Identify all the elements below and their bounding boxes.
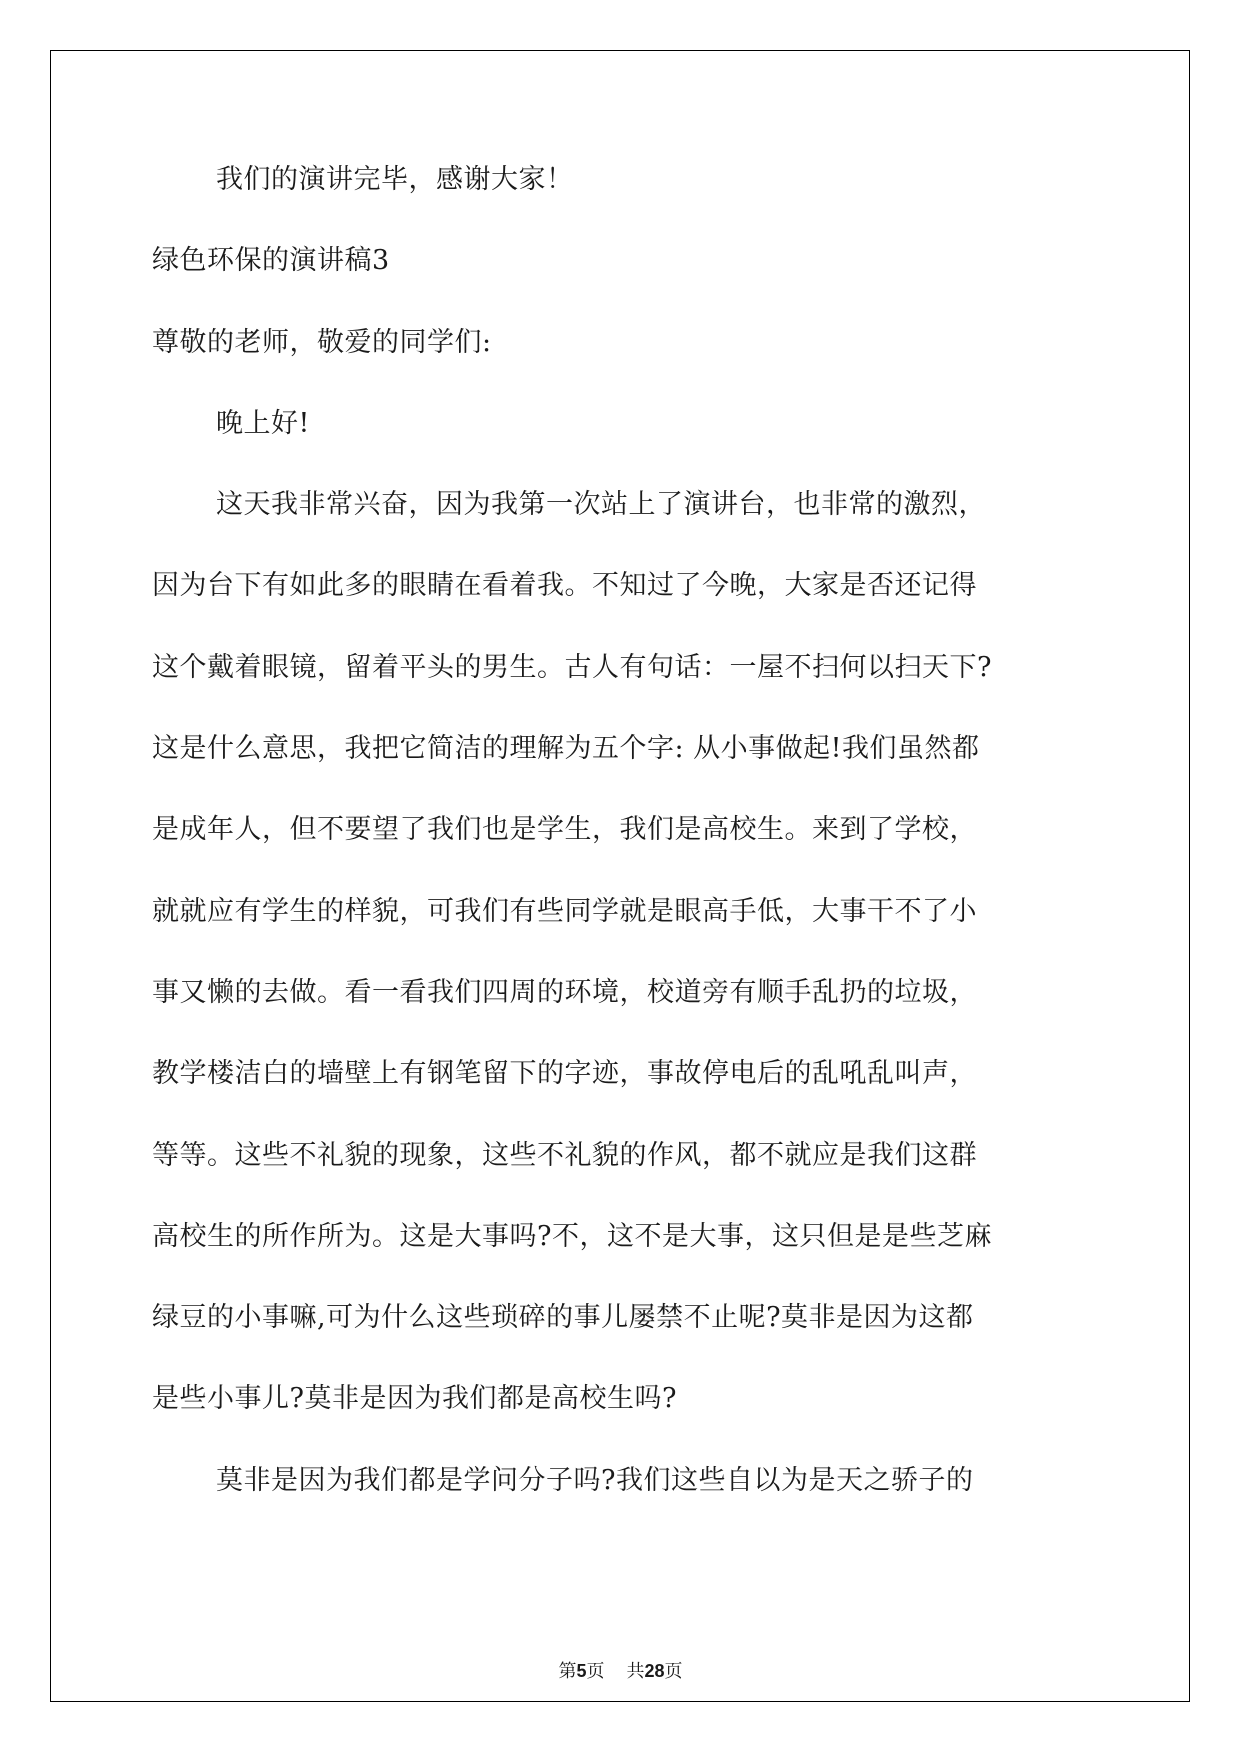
text-line: 高校生的所作所为。这是大事吗?不，这不是大事，这只但是是些芝麻: [152, 1220, 992, 1252]
text-line: 尊敬的老师，敬爱的同学们:: [152, 326, 492, 358]
text-line: 晚上好!: [216, 407, 310, 439]
text-line: 就就应有学生的样貌，可我们有些同学就是眼高手低，大事干不了小: [152, 895, 977, 927]
text-line: 事又懒的去做。看一看我们四周的环境，校道旁有顺手乱扔的垃圾，: [152, 976, 977, 1008]
total-label-suffix: 页: [664, 1661, 683, 1682]
text-line: 莫非是因为我们都是学问分子吗?我们这些自以为是天之骄子的: [216, 1464, 974, 1496]
page-label-suffix: 页: [586, 1661, 605, 1682]
text-line: 等等。这些不礼貌的现象，这些不礼貌的作风，都不就应是我们这群: [152, 1139, 977, 1171]
text-line: 这天我非常兴奋，因为我第一次站上了演讲台，也非常的激烈，: [216, 489, 986, 521]
total-label-prefix: 共: [626, 1661, 645, 1682]
text-line: 因为台下有如此多的眼睛在看着我。不知过了今晚，大家是否还记得: [152, 570, 977, 602]
text-line: 我们的演讲完毕，感谢大家！: [216, 164, 574, 195]
total-page-number: 28: [644, 1661, 665, 1681]
text-line: 这个戴着眼镜，留着平头的男生。古人有句话：一屋不扫何以扫天下?: [152, 651, 992, 683]
page-label-prefix: 第: [558, 1661, 577, 1682]
text-line: 这是什么意思，我把它简洁的理解为五个字: 从小事做起!我们虽然都: [152, 733, 980, 765]
text-line: 是些小事儿?莫非是因为我们都是高校生吗?: [152, 1383, 677, 1415]
text-line: 绿色环保的演讲稿3: [152, 245, 390, 277]
text-line: 绿豆的小事嘛,可为什么这些琐碎的事儿屡禁不止呢?莫非是因为这都: [152, 1302, 974, 1334]
document-body: [152, 160, 1092, 1542]
text-line: 教学楼洁白的墙壁上有钢笔留下的字迹，事故停电后的乱吼乱叫声，: [152, 1058, 977, 1090]
text-line: 是成年人，但不要望了我们也是学生，我们是高校生。来到了学校，: [152, 814, 977, 846]
current-page-number: 5: [576, 1661, 587, 1681]
page-footer: [0, 1657, 1241, 1683]
